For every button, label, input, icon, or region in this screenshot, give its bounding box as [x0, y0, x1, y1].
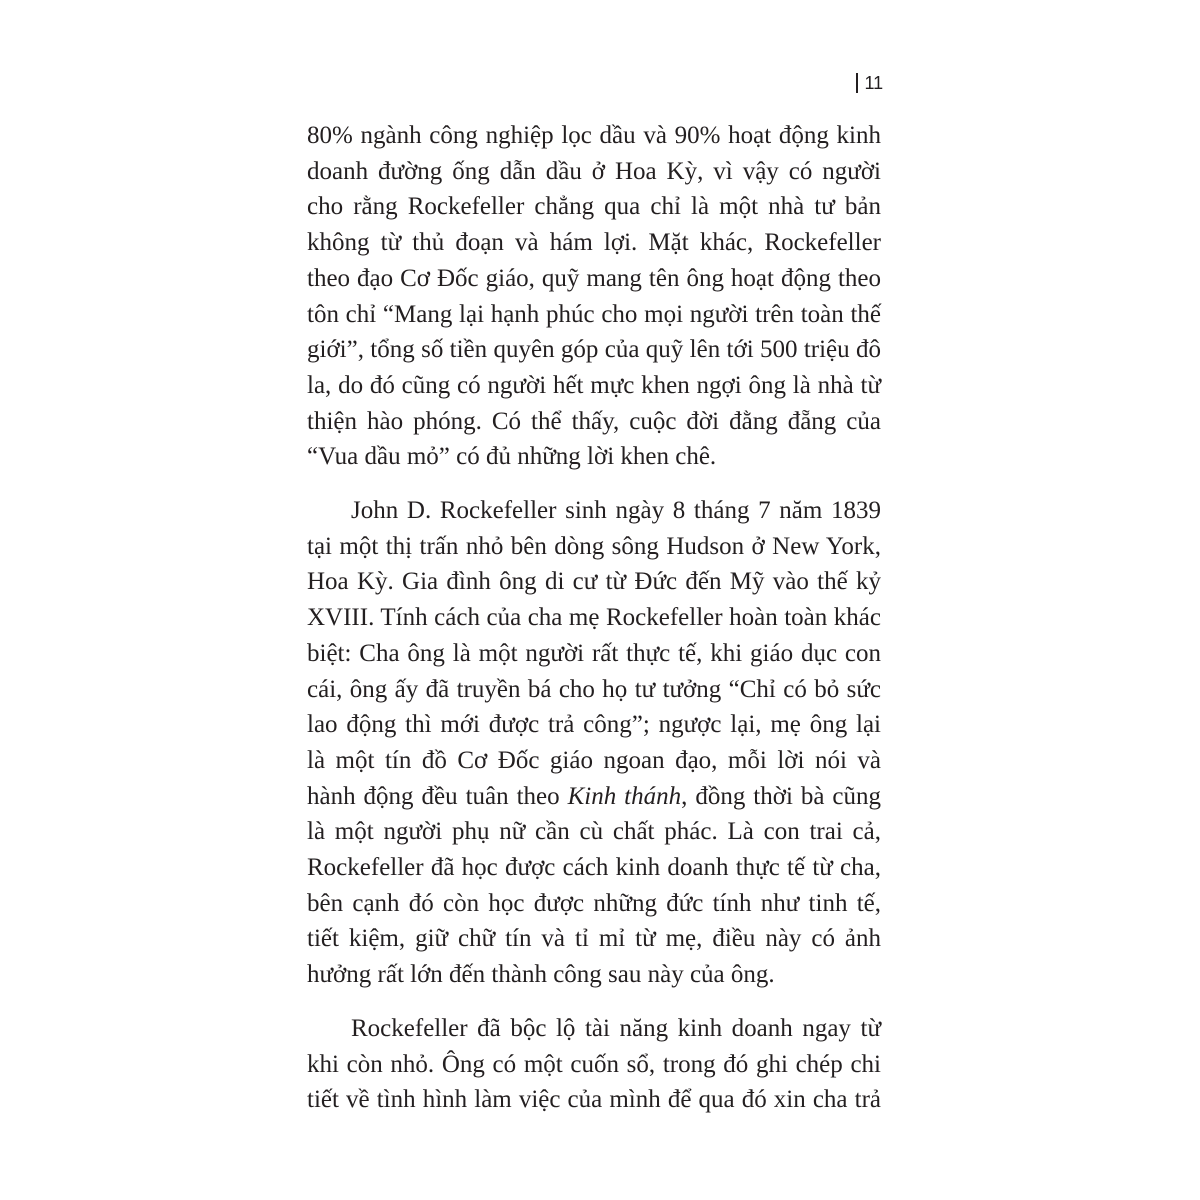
text-line: giới”, tổng số tiền quyên góp của quỹ lên tới 500 triệu đô — [307, 336, 881, 364]
text-line: tôn chỉ “Mang lại hạnh phúc cho mọi người trên toàn thế — [307, 300, 881, 328]
text-line: cho rằng Rockefeller chẳng qua chỉ là một nhà tư bản — [307, 193, 881, 221]
text-line-with-italic — [307, 779, 881, 815]
body-text — [307, 118, 881, 1118]
text-line: doanh đường ống dẫn dầu ở Hoa Kỳ, vì vậy có người — [307, 157, 881, 185]
text-line: “Vua dầu mỏ” có đủ những lời khen chê. — [307, 443, 717, 471]
text-line: 80% ngành công nghiệp lọc dầu và 90% hoạt động kinh — [307, 122, 881, 149]
page-header — [856, 68, 883, 98]
paragraph-2 — [307, 493, 881, 993]
header-divider — [856, 73, 858, 93]
text-line: Hoa Kỳ. Gia đình ông di cư từ Đức đến Mỹ vào thế kỷ — [307, 568, 881, 596]
text-line: không từ thủ đoạn và hám lợi. Mặt khác, Rockefeller — [307, 229, 881, 257]
text-line: khi còn nhỏ. Ông có một cuốn sổ, trong đó ghi chép chi — [307, 1050, 881, 1078]
text-line: John D. Rockefeller sinh ngày 8 tháng 7 năm 1839 — [351, 497, 881, 525]
text-line: Rockefeller đã bộc lộ tài năng kinh doanh ngay từ — [351, 1014, 881, 1042]
text-line: tiết kiệm, giữ chữ tín và tỉ mỉ từ mẹ, điều này có ảnh — [307, 925, 881, 953]
text-line: cái, ông ấy đã truyền bá cho họ tư tưởng “Chỉ có bỏ sức — [307, 675, 881, 703]
text-line: biệt: Cha ông là một người rất thực tế, khi giáo dục con — [307, 639, 881, 667]
text-line: là một tín đồ Cơ Đốc giáo ngoan đạo, mỗi lời nói và — [307, 746, 881, 774]
text-segment: , đồng thời bà cũng — [681, 782, 881, 810]
text-line: bên cạnh đó còn học được những đức tính như tinh tế, — [307, 889, 881, 917]
text-line: theo đạo Cơ Đốc giáo, quỹ mang tên ông hoạt động theo — [307, 264, 881, 292]
italic-book-title: Kinh thánh — [567, 782, 682, 810]
text-line: XVIII. Tính cách của cha mẹ Rockefeller hoàn toàn khác — [307, 604, 881, 632]
text-line: hưởng rất lớn đến thành công sau này của ông. — [307, 961, 775, 989]
text-line: lao động thì mới được trả công”; ngược lại, mẹ ông lại — [307, 711, 881, 739]
text-line: Rockefeller đã học được cách kinh doanh thực tế từ cha, — [307, 854, 881, 882]
text-segment: hành động đều tuân theo — [307, 782, 568, 810]
page-number: 11 — [864, 72, 884, 93]
text-line: tiết về tình hình làm việc của mình để qua đó xin cha trả — [307, 1086, 881, 1114]
text-line: la, do đó cũng có người hết mực khen ngợi ông là nhà từ — [307, 371, 881, 399]
text-line: thiện hào phóng. Có thể thấy, cuộc đời đằng đẵng của — [307, 407, 881, 435]
paragraph-1 — [307, 118, 881, 475]
text-line: tại một thị trấn nhỏ bên dòng sông Hudson ở New York, — [307, 532, 881, 560]
paragraph-3 — [307, 1011, 881, 1118]
text-line: là một người phụ nữ cần cù chất phác. Là con trai cả, — [307, 818, 881, 846]
